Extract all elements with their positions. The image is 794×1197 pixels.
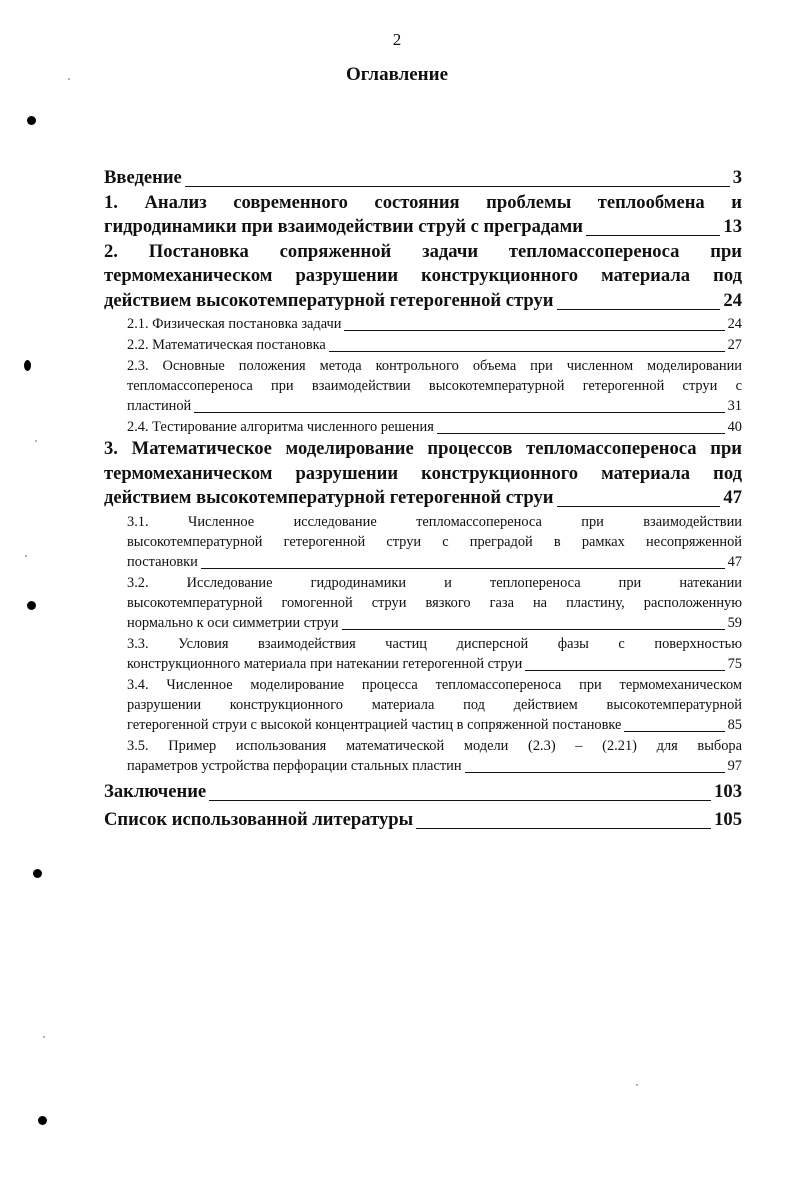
toc-entry-last-line	[104, 289, 742, 314]
toc-entry-title: пластиной	[127, 398, 192, 414]
toc-entry-title: конструкционного материала при натекании гетерогенной струи	[127, 655, 523, 672]
toc-page-number: 105	[714, 809, 742, 830]
toc-leader-line	[209, 800, 711, 801]
toc-entry-line: термомеханическом разрушении конструкционного материала под	[104, 265, 742, 286]
toc-entry-line: разрушении конструкционного материала под действием высокотемпературной	[127, 696, 742, 713]
toc-entry-last-line	[127, 715, 742, 735]
toc-leader-line	[437, 433, 725, 434]
toc-entry	[104, 166, 742, 191]
toc-leader-line	[201, 568, 725, 569]
toc-entry	[104, 634, 742, 674]
toc-entry	[104, 780, 742, 805]
toc-page-number: 75	[727, 655, 742, 672]
toc-entry	[104, 191, 742, 240]
toc-leader-line	[194, 412, 724, 413]
toc-entry-last-line	[104, 486, 742, 511]
toc-entry-line: тепломассопереноса при взаимодействии высокотемпературной гетерогенной струи с	[127, 378, 742, 394]
toc-entry	[104, 240, 742, 314]
toc-entry-title: действием высокотемпературной гетерогенной струи	[104, 289, 554, 311]
toc-page-number: 31	[727, 398, 742, 414]
toc-entry-title: Список использованной литературы	[104, 809, 414, 830]
toc-entry-title: гидродинамики при взаимодействии струй с преградами	[104, 216, 583, 237]
toc-entry	[104, 417, 742, 437]
scan-speck	[25, 555, 27, 557]
toc-leader-line	[416, 828, 711, 829]
toc-entry-title: действием высокотемпературной гетерогенной струи	[104, 487, 554, 508]
toc-entry-last-line	[104, 808, 742, 833]
table-of-contents	[104, 166, 742, 833]
toc-entry-title: параметров устройства перфорации стальных пластин	[127, 757, 462, 774]
toc-leader-line	[344, 330, 724, 331]
scan-speck	[636, 1084, 638, 1086]
toc-leader-line	[557, 506, 721, 507]
toc-entry	[104, 512, 742, 572]
toc-entry-line: 3.5. Пример использования математической модели (2.3) – (2.21) для выбора	[127, 737, 742, 754]
toc-entry-last-line	[104, 166, 742, 191]
toc-leader-line	[525, 670, 724, 671]
punch-hole-mark	[27, 116, 36, 125]
toc-page-number: 47	[727, 553, 742, 570]
toc-page-number: 13	[723, 216, 742, 237]
scan-speck	[35, 440, 37, 442]
toc-entry-last-line	[127, 417, 742, 437]
toc-entry-last-line	[104, 215, 742, 240]
toc-entry	[104, 573, 742, 633]
page-title: Оглавление	[345, 64, 449, 85]
toc-entry-line: 3.2. Исследование гидродинамики и теплопереноса при натекании	[127, 574, 742, 591]
toc-entry	[104, 808, 742, 833]
toc-entry-title: 2.4. Тестирование алгоритма численного решения	[127, 419, 434, 435]
page-number: 2	[392, 30, 402, 49]
toc-leader-line	[624, 731, 724, 732]
toc-entry	[104, 736, 742, 776]
toc-entry-line: высокотемпературной гомогенной струи вязкого газа на пластину, расположенную	[127, 594, 742, 611]
toc-page-number: 24	[723, 289, 742, 311]
toc-entry	[104, 335, 742, 355]
toc-entry-line: термомеханическом разрушении конструкционного материала под	[104, 462, 742, 484]
toc-entry-title: Введение	[104, 167, 182, 188]
scan-speck	[68, 78, 70, 80]
toc-leader-line	[557, 309, 721, 310]
toc-leader-line	[586, 235, 720, 236]
toc-entry-line: 3.3. Условия взаимодействия частиц дисперсной фазы с поверхностью	[127, 635, 742, 652]
toc-entry	[104, 675, 742, 735]
punch-hole-mark	[33, 869, 42, 878]
punch-hole-mark	[27, 601, 36, 610]
toc-entry-last-line	[127, 396, 742, 416]
toc-entry-last-line	[127, 335, 742, 355]
toc-entry-title: нормально к оси симметрии струи	[127, 614, 339, 631]
toc-page-number: 85	[727, 716, 742, 733]
toc-entry-last-line	[127, 314, 742, 334]
toc-entry-last-line	[127, 552, 742, 572]
toc-entry-title: 2.2. Математическая постановка	[127, 337, 326, 353]
toc-entry-last-line	[127, 613, 742, 633]
toc-leader-line	[342, 629, 725, 630]
toc-page-number: 97	[727, 757, 742, 774]
toc-entry-last-line	[104, 780, 742, 805]
toc-page-number: 27	[727, 337, 742, 353]
toc-page-number: 103	[714, 780, 742, 802]
toc-entry-title: Заключение	[104, 780, 207, 802]
toc-entry-line: 3. Математическое моделирование процессов тепломассопереноса при	[104, 438, 742, 459]
toc-entry	[104, 356, 742, 416]
toc-entry-last-line	[127, 756, 742, 776]
toc-entry-line: 2. Постановка сопряженной задачи тепломассопереноса при	[104, 240, 742, 262]
toc-entry-line: 3.4. Численное моделирование процесса тепломассопереноса при термомеханическом	[127, 676, 742, 693]
toc-page-number: 47	[723, 487, 742, 508]
toc-entry-title: постановки	[127, 553, 198, 570]
toc-entry-title: гетерогенной струи с высокой концентрацией частиц в сопряженной постановке	[127, 716, 622, 733]
toc-entry-title: 2.1. Физическая постановка задачи	[127, 316, 342, 332]
scan-speck	[43, 1036, 45, 1038]
punch-hole-mark	[38, 1116, 47, 1125]
toc-page-number: 3	[732, 167, 742, 188]
toc-page-number: 24	[727, 316, 742, 332]
toc-page-number: 59	[727, 614, 742, 631]
toc-entry-line: 3.1. Численное исследование тепломассопереноса при взаимодействии	[127, 513, 742, 530]
toc-entry-line: высокотемпературной гетерогенной струи с преградой в рамках несопряженной	[127, 533, 742, 550]
toc-page-number: 40	[727, 419, 742, 435]
punch-hole-mark	[24, 360, 31, 371]
toc-entry	[104, 437, 742, 511]
toc-leader-line	[465, 772, 725, 773]
toc-entry-line: 2.3. Основные положения метода контрольного объема при численном моделировании	[127, 358, 742, 374]
toc-leader-line	[185, 186, 730, 187]
toc-entry-line: 1. Анализ современного состояния проблемы теплообмена и	[104, 191, 742, 213]
toc-entry	[104, 314, 742, 334]
toc-entry-last-line	[127, 654, 742, 674]
toc-leader-line	[329, 351, 725, 352]
